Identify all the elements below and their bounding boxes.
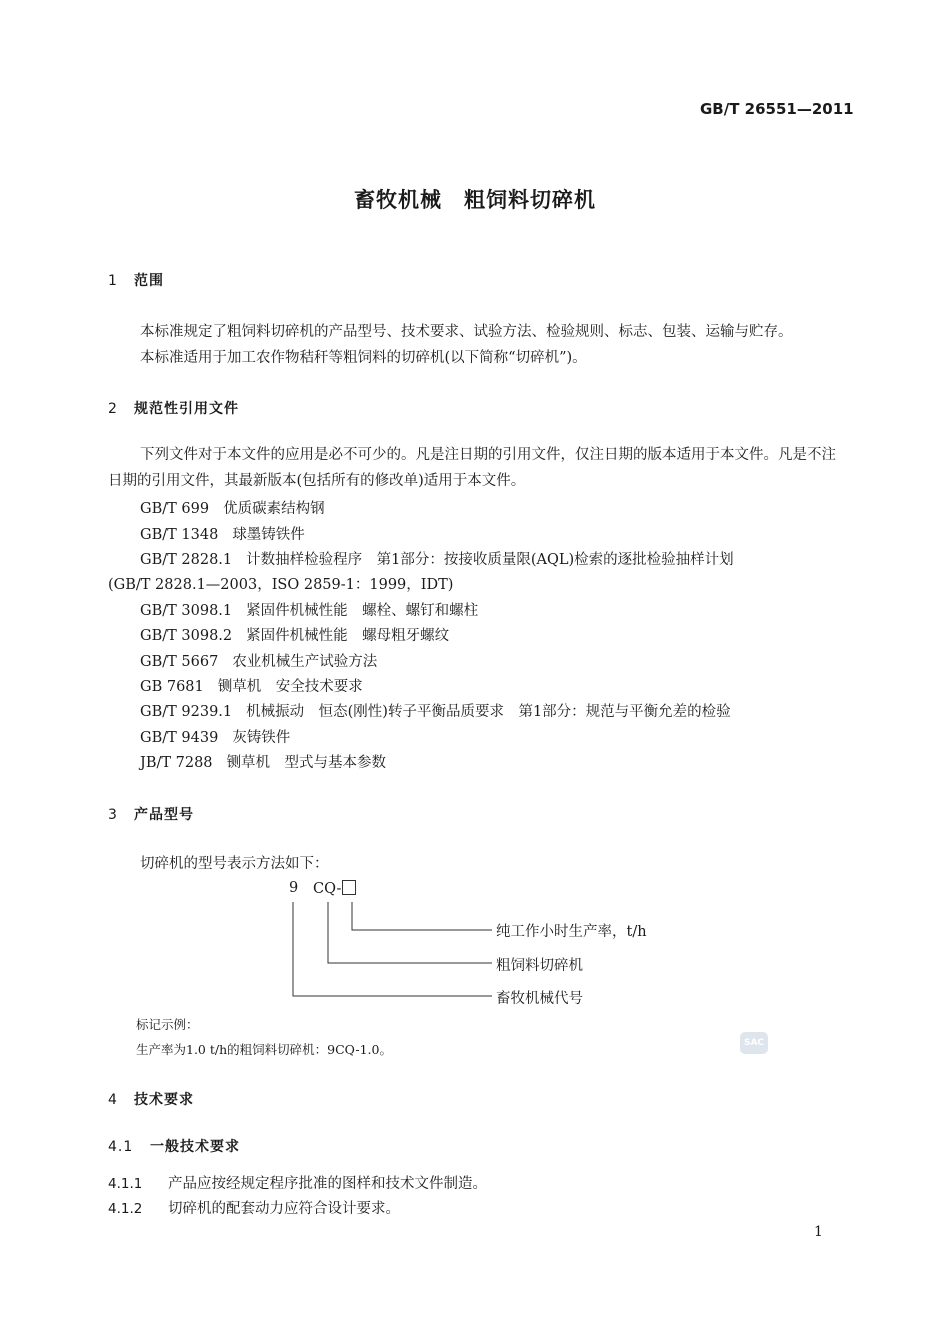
reference-title: 铡草机 安全技术要求 xyxy=(217,679,363,695)
normative-intro: 下列文件对于本文件的应用是必不可少的。凡是注日期的引用文件，仅注日期的版本适用于本文件。凡是不注日期的引用文件，其最新版本(包括所有的修改单)适用于本文件。 xyxy=(108,447,836,489)
model-label-rate: 纯工作小时生产率，t/h xyxy=(496,924,647,940)
clause-item xyxy=(108,1172,487,1193)
reference-code: GB/T 3098.1 xyxy=(140,603,233,619)
section-title: 一般技术要求 xyxy=(150,1139,240,1155)
section-title: 技术要求 xyxy=(134,1092,194,1108)
page-number: 1 xyxy=(814,1224,823,1240)
section-title: 规范性引用文件 xyxy=(134,401,239,417)
reference-continuation: (GB/T 2828.1—2003，ISO 2859-1：1999，IDT) xyxy=(108,577,454,593)
example-text: 生产率为1.0 t/h的粗饲料切碎机：9CQ-1.0。 xyxy=(136,1042,392,1057)
reference-code: JB/T 7288 xyxy=(140,755,213,771)
reference-code: GB/T 5667 xyxy=(140,654,219,670)
model-code-cq-text: CQ- xyxy=(313,881,342,897)
reference-code: GB/T 699 xyxy=(140,501,210,517)
reference-title: 机械振动 恒态(刚性)转子平衡品质要求 第1部分：规范与平衡允差的检验 xyxy=(246,704,731,720)
model-label-category: 畜牧机械代号 xyxy=(496,991,583,1007)
leader-line-category xyxy=(293,902,492,996)
clause-item xyxy=(108,1197,400,1218)
model-label-name: 粗饲料切碎机 xyxy=(496,958,583,974)
reference-title: 紧固件机械性能 螺母粗牙螺纹 xyxy=(246,628,450,644)
standard-number: GB/T 26551—2011 xyxy=(700,100,854,118)
model-code-9: 9 xyxy=(289,880,299,896)
reference-title: 紧固件机械性能 螺栓、螺钉和螺柱 xyxy=(246,603,479,619)
reference-title: 球墨铸铁件 xyxy=(232,527,305,543)
section-number: 2 xyxy=(108,401,118,417)
model-intro: 切碎机的型号表示方法如下： xyxy=(140,856,329,872)
reference-title: 计数抽样检验程序 第1部分：按接收质量限(AQL)检索的逐批检验抽样计划 xyxy=(246,552,734,568)
clause-text: 切碎机的配套动力应符合设计要求。 xyxy=(168,1201,400,1217)
reference-code: GB/T 1348 xyxy=(140,527,219,543)
reference-title: 农业机械生产试验方法 xyxy=(232,654,378,670)
reference-code: GB/T 2828.1 xyxy=(140,552,233,568)
reference-code: GB/T 9439 xyxy=(140,730,219,746)
document-title: 畜牧机械 粗饲料切碎机 xyxy=(354,188,596,212)
clause-number: 4.1.2 xyxy=(108,1201,143,1217)
section-number: 1 xyxy=(108,273,118,289)
reference-code: GB/T 9239.1 xyxy=(140,704,233,720)
clause-number: 4.1.1 xyxy=(108,1176,143,1192)
section-number: 4 xyxy=(108,1092,118,1108)
section-4-heading xyxy=(108,1089,194,1109)
section-number: 3 xyxy=(108,807,118,823)
section-4-1-heading xyxy=(108,1136,240,1156)
reference-code: GB/T 3098.2 xyxy=(140,628,233,644)
section-title: 产品型号 xyxy=(134,807,194,823)
reference-title: 优质碳素结构钢 xyxy=(223,501,325,517)
example-title: 标记示例： xyxy=(136,1017,199,1032)
sac-watermark-logo: SAC xyxy=(740,1032,768,1054)
reference-title: 灰铸铁件 xyxy=(232,730,291,746)
leader-line-name xyxy=(328,902,492,963)
reference-title: 铡草机 型式与基本参数 xyxy=(226,755,387,771)
section-title: 范围 xyxy=(134,273,164,289)
leader-line-rate xyxy=(352,902,492,930)
scope-paragraph-1: 本标准规定了粗饲料切碎机的产品型号、技术要求、试验方法、检验规则、标志、包装、运输与贮存。 xyxy=(140,324,793,340)
scope-paragraph-2: 本标准适用于加工农作物秸秆等粗饲料的切碎机(以下简称“切碎机”)。 xyxy=(140,350,587,366)
section-number: 4.1 xyxy=(108,1139,134,1155)
clause-text: 产品应按经规定程序批准的图样和技术文件制造。 xyxy=(168,1176,487,1192)
reference-code: GB 7681 xyxy=(140,679,204,695)
